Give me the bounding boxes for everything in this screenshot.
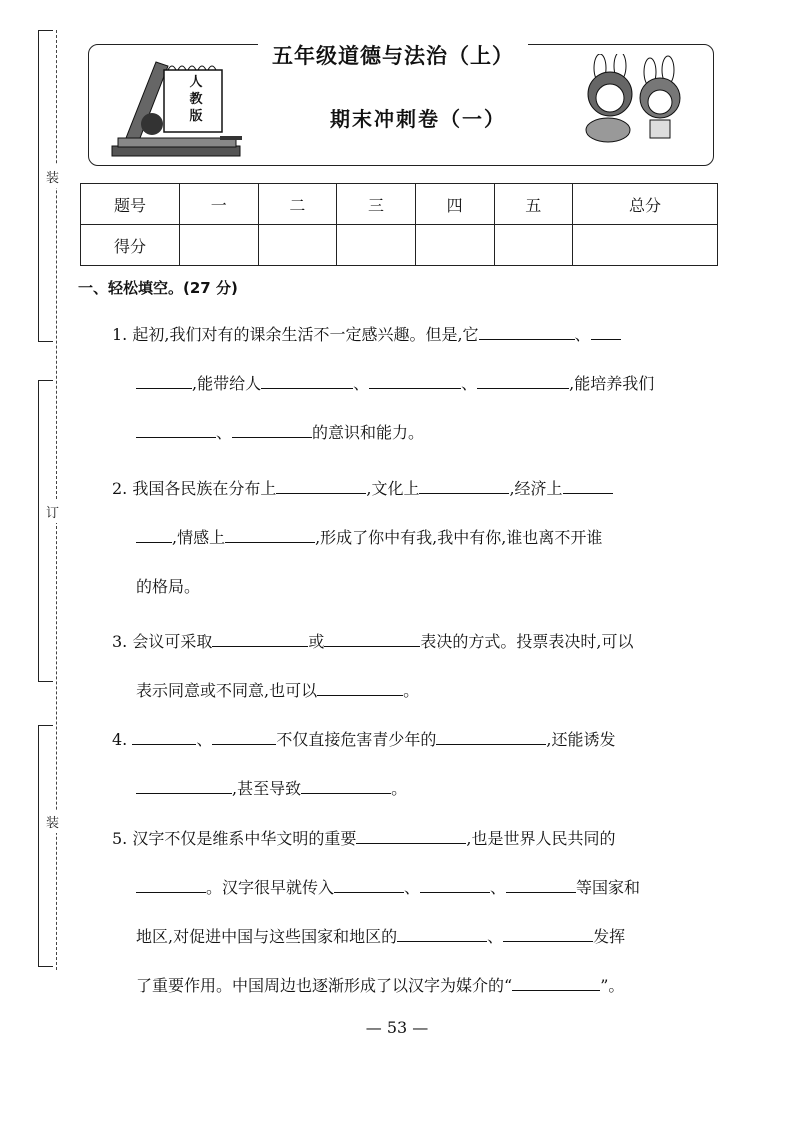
q3-text: 表决的方式。投票表决时,可以 [420, 632, 634, 651]
q4-text: 不仅直接危害青少年的 [276, 730, 437, 749]
q4-text: ,甚至导致 [232, 779, 302, 798]
answer-blank[interactable] [334, 870, 404, 893]
score-header-cell: 总分 [573, 184, 718, 225]
q1-text: 1. 起初,我们对有的课余生活不一定感兴趣。但是,它 [112, 325, 479, 344]
q1-text: 的意识和能力。 [312, 423, 425, 442]
answer-blank[interactable] [503, 919, 593, 942]
answer-blank[interactable] [301, 771, 391, 794]
q1-text: 、 [574, 325, 591, 344]
answer-blank[interactable] [317, 673, 403, 696]
score-cell-5[interactable] [494, 225, 573, 266]
answer-blank[interactable] [512, 968, 600, 991]
q1-text: 、 [216, 423, 233, 442]
question-4 [112, 715, 724, 813]
score-header-cell: 二 [258, 184, 337, 225]
q2-text: 2. 我国各民族在分布上 [112, 479, 277, 498]
answer-blank[interactable] [356, 821, 466, 844]
answer-blank[interactable] [261, 366, 353, 389]
question-5 [112, 814, 724, 1010]
exam-subtitle: 期末冲刺卷（一） [330, 107, 506, 131]
edition-char-1: 人 [189, 75, 203, 90]
answer-blank[interactable] [212, 624, 308, 647]
answer-blank[interactable] [420, 870, 490, 893]
binding-char-middle: 订 [46, 500, 59, 523]
answer-blank[interactable] [477, 366, 569, 389]
score-cell-1[interactable] [180, 225, 259, 266]
q5-text: ,也是世界人民共同的 [466, 829, 616, 848]
answer-blank[interactable] [436, 722, 546, 745]
edition-char-3: 版 [189, 109, 203, 124]
q2-text: ,文化上 [366, 479, 420, 498]
answer-blank[interactable] [324, 624, 420, 647]
q3-text: 表示同意或不同意,也可以 [136, 681, 318, 700]
q3-text: 或 [308, 632, 325, 651]
score-value-row [81, 225, 718, 266]
binding-char-top: 装 [46, 165, 59, 188]
score-header-cell: 一 [180, 184, 259, 225]
q3-text: 。 [403, 681, 420, 700]
q5-text: 、 [490, 878, 507, 897]
answer-blank[interactable] [132, 722, 196, 745]
exam-title: 五年级道德与法治（上） [258, 40, 528, 70]
q1-text: ,能带给人 [192, 374, 262, 393]
q1-text: 、 [353, 374, 370, 393]
q5-text: 、 [404, 878, 421, 897]
q5-text: 。汉字很早就传入 [206, 878, 335, 897]
q2-text: ,经济上 [509, 479, 563, 498]
answer-blank[interactable] [212, 722, 276, 745]
q4-text: 。 [391, 779, 408, 798]
answer-blank[interactable] [397, 919, 487, 942]
q1-text: ,能培养我们 [569, 374, 655, 393]
answer-blank[interactable] [276, 471, 366, 494]
answer-blank[interactable] [136, 771, 232, 794]
q3-text: 3. 会议可采取 [112, 632, 213, 651]
q4-text: 4. [112, 730, 133, 749]
question-3 [112, 617, 724, 715]
q2-text: ,形成了你中有我,我中有你,谁也离不开谁 [315, 528, 603, 547]
answer-blank[interactable] [419, 471, 509, 494]
q5-text: 地区,对促进中国与这些国家和地区的 [136, 927, 398, 946]
answer-blank[interactable] [369, 366, 461, 389]
answer-blank[interactable] [591, 317, 621, 340]
q5-text: 、 [487, 927, 504, 946]
score-header-cell: 五 [494, 184, 573, 225]
q2-text: 的格局。 [136, 577, 201, 596]
edition-badge [176, 74, 216, 125]
binding-bracket-middle [38, 380, 53, 682]
q5-text: 了重要作用。中国周边也逐渐形成了以汉字为媒介的“ [136, 976, 513, 995]
answer-blank[interactable] [136, 366, 192, 389]
q2-text: ,情感上 [172, 528, 226, 547]
section-heading: 一、轻松填空。(27 分) [78, 279, 238, 297]
page-number: — 53 — [365, 1018, 429, 1037]
answer-blank[interactable] [136, 870, 206, 893]
q4-text: 、 [196, 730, 213, 749]
binding-bracket-bottom [38, 725, 53, 967]
q5-text: 发挥 [593, 927, 626, 946]
q4-text: ,还能诱发 [546, 730, 616, 749]
answer-blank[interactable] [225, 520, 315, 543]
score-header-cell: 三 [337, 184, 416, 225]
score-row-label: 得分 [81, 225, 180, 266]
score-cell-2[interactable] [258, 225, 337, 266]
edition-char-2: 教 [189, 92, 203, 107]
binding-margin [30, 30, 70, 980]
answer-blank[interactable] [479, 317, 575, 340]
answer-blank[interactable] [506, 870, 576, 893]
answer-blank[interactable] [136, 415, 216, 438]
score-header-row [81, 184, 718, 225]
score-cell-4[interactable] [415, 225, 494, 266]
answer-blank[interactable] [232, 415, 312, 438]
score-table [80, 183, 718, 266]
answer-blank[interactable] [136, 520, 172, 543]
binding-char-bottom: 装 [46, 810, 59, 833]
kids-illustration [578, 54, 698, 154]
score-header-cell: 题号 [81, 184, 180, 225]
q5-text: ”。 [600, 976, 625, 995]
q5-text: 等国家和 [576, 878, 641, 897]
score-header-cell: 四 [415, 184, 494, 225]
question-2 [112, 464, 724, 611]
q1-text: 、 [461, 374, 478, 393]
score-cell-3[interactable] [337, 225, 416, 266]
question-1 [112, 310, 724, 457]
score-cell-total[interactable] [573, 225, 718, 266]
answer-blank[interactable] [563, 471, 613, 494]
q5-text: 5. 汉字不仅是维系中华文明的重要 [112, 829, 357, 848]
